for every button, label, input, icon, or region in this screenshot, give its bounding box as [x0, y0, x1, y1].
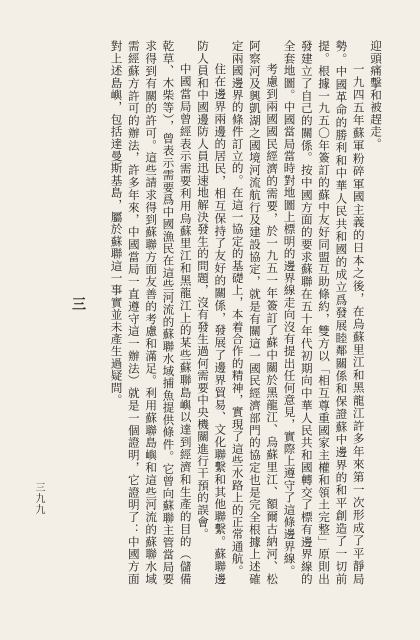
paragraph: 住在邊界兩邊的居民，相互保持了友好的關係，發展了邊界貿易、文化聯繫和其他聯繫。蘇聯邊防人員和中國邊防人員迅速地解決發生的問題，沒有發生過何需要中央機關進行干預的誤會。 — [196, 40, 228, 585]
paragraph: 中國當局曾經表示需要利用烏蘇里江和黑龍江上的某些蘇聯島嶼以達到經濟和生產的目的（儲備乾草、木柴等），曾表示需要爲中國漁民在這些河流的蘇聯水域捕魚提供條件。它曾向蘇聯主管當局要求得到有關的許可。這些請求得到蘇聯方面友善的考慮和滿足。利用蘇聯島嶼和這些河流的蘇聯水域需經蘇方許可的辦法，許多年來，中國當局一直遵守這一辦法）就是一個證明，它證明了：中國方面對上述島嶼，包括達曼斯基島，屬於蘇聯這一事實並未產生過疑問。 — [109, 40, 193, 585]
paragraph: 考慮到兩國國民經濟的需要，於一九五一年簽訂了蘇中關於黑龍江、烏蘇里江、額爾古納河、松阿察河及興凱湖之國境河流航行及建設協定，就是有關這一國民經濟部門的協定也是完全根據上述確定兩國邊界的條件訂立的。在這一協定的基礎上，本着合作的精神，實現了這些水路上的正常通航。 — [230, 40, 280, 585]
paragraph: 一九四五年蘇軍粉碎軍國主義的日本之後，在烏蘇里江和黑龍江許多年來第一次形成了平靜局勢。中國革命的勝利和中華人民共和國的成立爲發展睦鄰關係和保證蘇中邊界的和平創造了一切前提。根據一九五〇年簽訂的蘇中友好同盟互助條約，雙方以「相互尊重國家主權和領土完整」原則出發建立了自己的關係。按中國方面的要求蘇聯在五十年代初期向中華人民共和國轉交了標有邊界線的全套地圖。中國當局當時對地圖上標明的邊界線走向沒有提出任何意見，實際上遵守了這條邊界線。 — [282, 40, 366, 585]
section-number: 三 — [72, 297, 86, 313]
paragraph: 迎頭痛擊和被趕走。 — [369, 40, 383, 150]
page-number: 三九九 — [33, 482, 44, 515]
body-text — [44, 40, 384, 585]
